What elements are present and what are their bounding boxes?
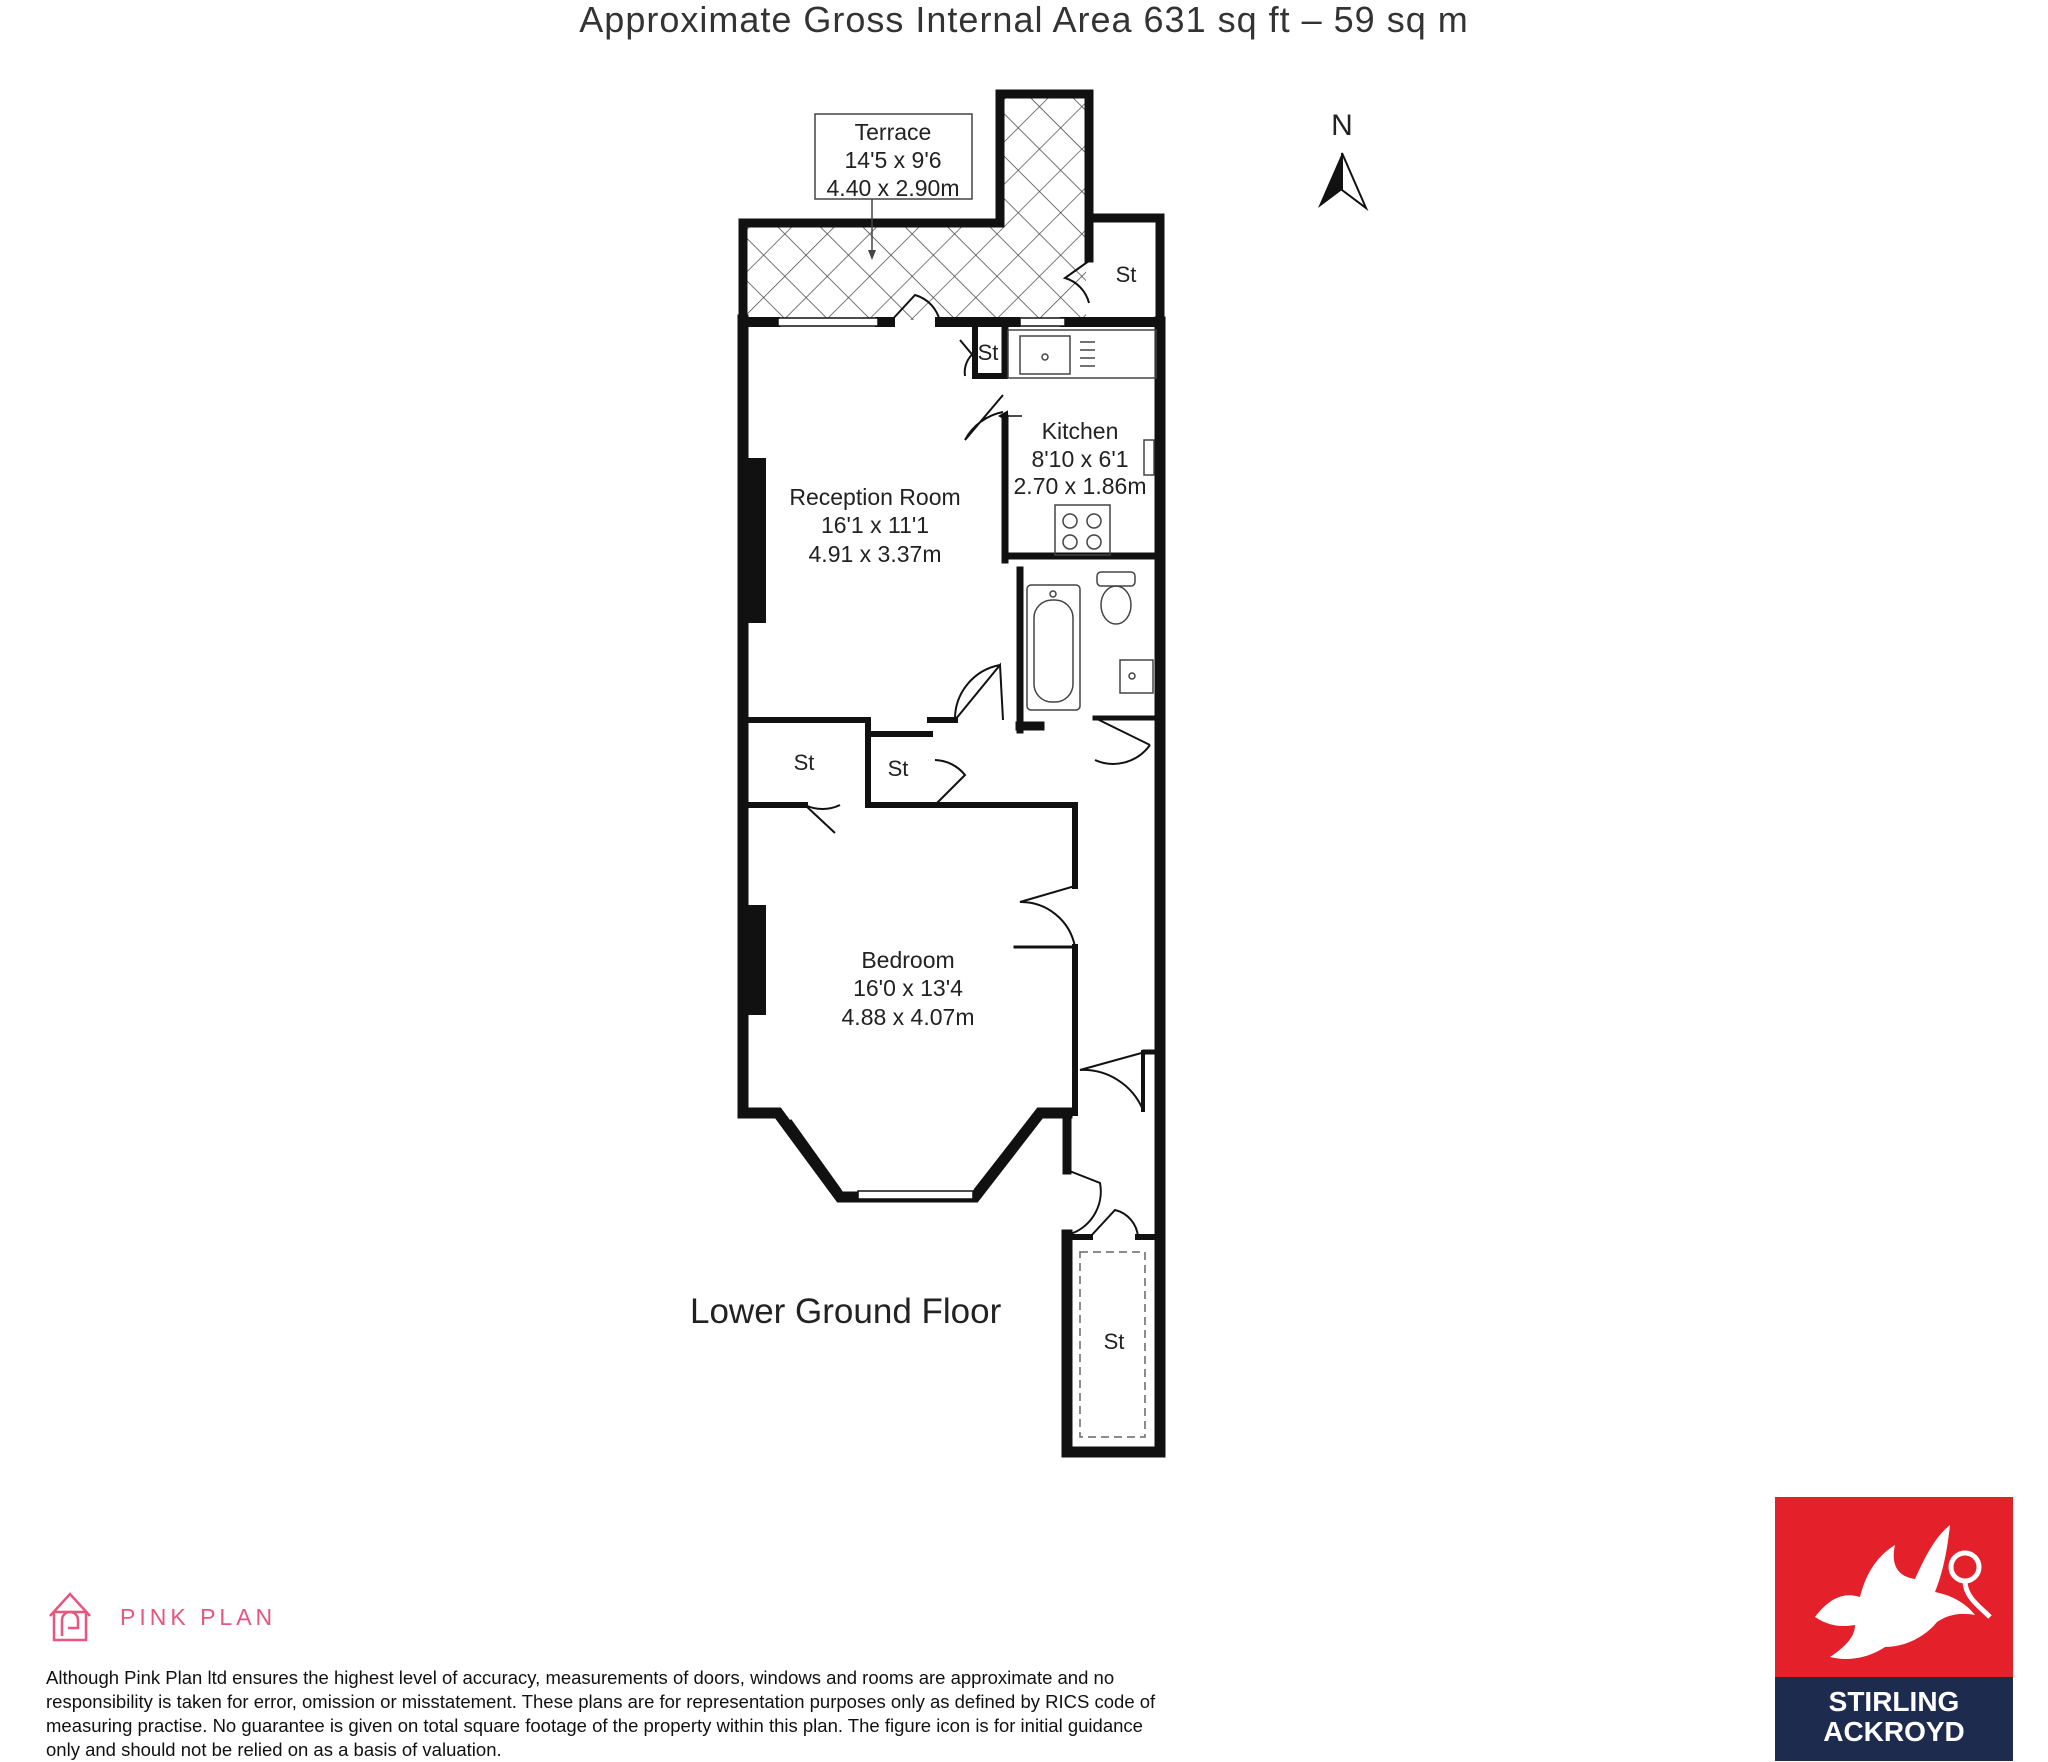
agent-name-line2: ACKROYD bbox=[1823, 1716, 1965, 1747]
store-label-lower: St bbox=[1103, 1329, 1125, 1354]
bathroom-fixtures bbox=[1027, 572, 1153, 710]
store-label-left: St bbox=[793, 750, 815, 775]
kitchen-name: Kitchen bbox=[1041, 418, 1119, 444]
kitchen-metric: 2.70 x 1.86m bbox=[1013, 473, 1147, 499]
reception-label bbox=[789, 484, 960, 567]
kitchen-label bbox=[1014, 418, 1147, 499]
disclaimer-text: Although Pink Plan ltd ensures the highest level of accuracy, measurements of doors, windows and rooms are approximate and no responsibility is taken for error, omission or misstatement. These plans are for representation purposes only as defined by RICS code of measuring practise. No guarantee is given on total square footage of the property within this plan. The figure icon is for initial guidance only and should not be relied on as a basis of valuation. bbox=[46, 1667, 1156, 1760]
plan-title: Approximate Gross Internal Area 631 sq ft – 59 sq m bbox=[579, 0, 1469, 40]
terrace-imperial: 14'5 x 9'6 bbox=[844, 147, 942, 173]
north-arrow-icon bbox=[1318, 153, 1342, 208]
agent-name bbox=[1775, 1677, 2013, 1761]
house-icon bbox=[50, 1594, 90, 1640]
store-label-terrace: St bbox=[1115, 262, 1137, 287]
store-label-middle: St bbox=[887, 756, 909, 781]
reception-imperial: 16'1 x 11'1 bbox=[820, 512, 930, 538]
kitchen-imperial: 8'10 x 6'1 bbox=[1031, 446, 1129, 472]
reception-metric: 4.91 x 3.37m bbox=[808, 541, 942, 567]
pink-plan-name: PINK PLAN bbox=[120, 1604, 277, 1630]
terrace-metric: 4.40 x 2.90m bbox=[826, 175, 960, 201]
agent-name-line1: STIRLING bbox=[1828, 1686, 1960, 1717]
bedroom-imperial: 16'0 x 13'4 bbox=[853, 975, 963, 1001]
bedroom-metric: 4.88 x 4.07m bbox=[841, 1004, 975, 1030]
compass-label: N bbox=[1331, 109, 1353, 142]
floor-name: Lower Ground Floor bbox=[690, 1292, 1002, 1331]
agent-logo-emblem bbox=[1775, 1497, 2013, 1677]
griffin-icon bbox=[1775, 1497, 2013, 1677]
store-label-kitchen: St bbox=[977, 340, 999, 365]
north-compass bbox=[1318, 109, 1366, 208]
reception-name: Reception Room bbox=[789, 484, 961, 510]
bedroom-label bbox=[842, 947, 975, 1030]
agent-logo bbox=[1775, 1497, 2013, 1761]
terrace-name: Terrace bbox=[854, 119, 932, 145]
bedroom-name: Bedroom bbox=[861, 947, 955, 973]
doors bbox=[805, 258, 1150, 1237]
